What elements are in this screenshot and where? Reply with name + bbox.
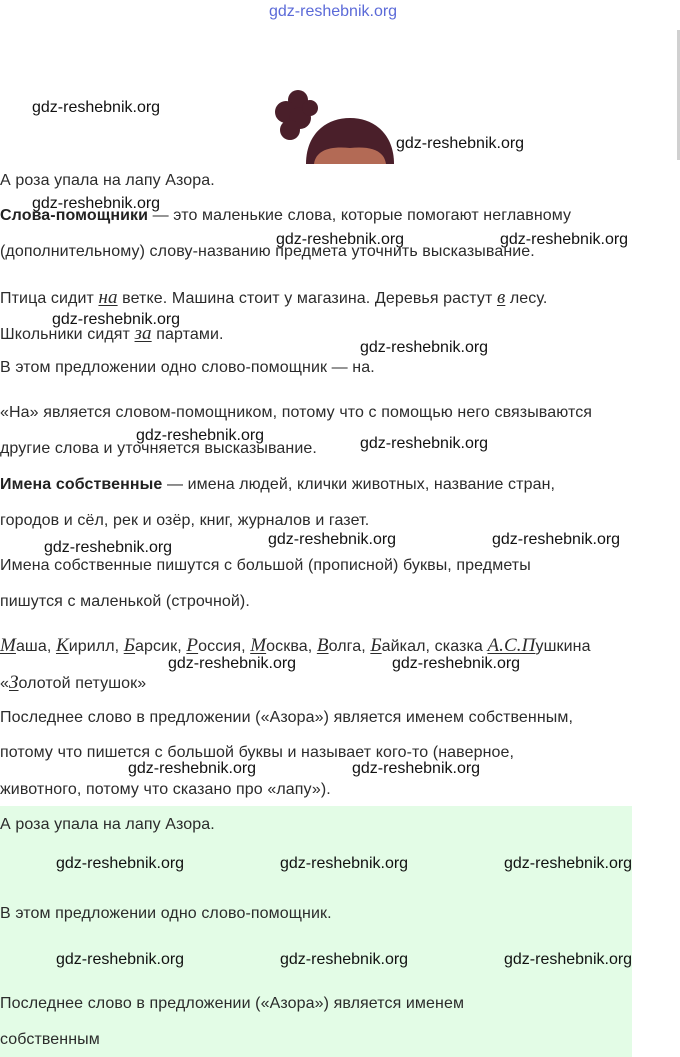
text-line-12: пишутся с маленькой (строчной). xyxy=(0,593,250,610)
watermark: gdz-reshebnik.org xyxy=(360,339,489,356)
watermark: gdz-reshebnik.org xyxy=(276,231,405,248)
watermark: gdz-reshebnik.org xyxy=(500,231,629,248)
capital-letter: А.С.П xyxy=(487,635,536,656)
text-line-6: В этом предложении одно слово-помощник — на. xyxy=(0,359,375,376)
text-line-7: «На» является словом-помощником, потому что с помощью него связываются xyxy=(0,404,593,421)
capital-letter: Б xyxy=(370,635,382,656)
text-part: олотой петушок» xyxy=(18,675,147,692)
text-line-14 xyxy=(0,672,146,694)
hair-bun-side xyxy=(302,100,318,116)
text-part: ирилл, xyxy=(68,638,124,655)
text-line-8: другие слова и уточняется высказывание. xyxy=(0,440,317,457)
text-part: партами. xyxy=(151,326,224,343)
watermark: gdz-reshebnik.org xyxy=(280,855,409,872)
watermark: gdz-reshebnik.org xyxy=(168,655,297,672)
definition-text: — имена людей, клички животных, название стран, xyxy=(162,476,556,493)
text-line-15: Последнее слово в предложении («Азора») является именем собственным, xyxy=(0,709,574,726)
watermark: gdz-reshebnik.org xyxy=(32,195,161,212)
answer-line-1: А роза упала на лапу Азора. xyxy=(0,816,215,833)
header-watermark: gdz-reshebnik.org xyxy=(269,3,398,20)
text-part: Птица сидит xyxy=(0,290,99,307)
text-line-1: А роза упала на лапу Азора. xyxy=(0,172,215,189)
watermark: gdz-reshebnik.org xyxy=(360,435,489,452)
text-part: олга, xyxy=(328,638,371,655)
term-helper-words: Слова-помощники xyxy=(0,207,149,224)
text-part: аша, xyxy=(15,638,56,655)
watermark: gdz-reshebnik.org xyxy=(268,531,397,548)
text-line-3: (дополнительному) слову-названию предмета уточнить высказывание. xyxy=(0,243,535,260)
capital-letter: З xyxy=(9,672,19,693)
text-line-4 xyxy=(0,287,547,309)
helper-word: на xyxy=(98,287,118,308)
watermark: gdz-reshebnik.org xyxy=(136,427,265,444)
text-part: лесу. xyxy=(505,290,548,307)
hair-bun-low xyxy=(280,120,300,140)
capital-letter: Р xyxy=(186,635,199,656)
text-part: осква, xyxy=(266,638,317,655)
text-line-5 xyxy=(0,323,224,345)
answer-block xyxy=(0,806,632,1057)
watermark: gdz-reshebnik.org xyxy=(396,135,525,152)
capital-letter: Б xyxy=(123,635,136,656)
girl-illustration xyxy=(270,86,410,164)
text-part: ветке. Машина стоит у магазина. Деревья растут xyxy=(117,290,497,307)
text-part: Школьники сидят xyxy=(0,326,135,343)
term-proper-names: Имена собственные xyxy=(0,476,163,493)
text-line-10: городов и сёл, рек и озёр, книг, журналов и газет. xyxy=(0,512,370,529)
text-line-11: Имена собственные пишутся с большой (прописной) буквы, предметы xyxy=(0,557,531,574)
watermark: gdz-reshebnik.org xyxy=(44,539,173,556)
answer-line-4: собственным xyxy=(0,1031,100,1048)
watermark: gdz-reshebnik.org xyxy=(56,951,185,968)
text-line-2 xyxy=(0,207,571,225)
watermark: gdz-reshebnik.org xyxy=(280,951,409,968)
text-part: ушкина xyxy=(535,638,591,655)
text-line-16: потому что пишется с большой буквы и называет кого-то (наверное, xyxy=(0,744,515,761)
answer-line-2: В этом предложении одно слово-помощник. xyxy=(0,905,332,922)
text-line-9 xyxy=(0,476,555,494)
watermark: gdz-reshebnik.org xyxy=(32,99,161,116)
capital-letter: В xyxy=(316,635,329,656)
text-line-13 xyxy=(0,635,591,657)
helper-word: за xyxy=(134,323,152,344)
text-part: айкал, сказка xyxy=(381,638,488,655)
definition-text: — это маленькие слова, которые помогают неглавному xyxy=(148,207,572,224)
watermark: gdz-reshebnik.org xyxy=(392,655,521,672)
text-part: оссия, xyxy=(198,638,251,655)
capital-letter: М xyxy=(250,635,267,656)
text-part: арсик, xyxy=(135,638,187,655)
watermark: gdz-reshebnik.org xyxy=(52,311,181,328)
watermark: gdz-reshebnik.org xyxy=(352,760,481,777)
capital-letter: М xyxy=(0,635,16,656)
watermark: gdz-reshebnik.org xyxy=(128,760,257,777)
capital-letter: К xyxy=(55,635,69,656)
watermark: gdz-reshebnik.org xyxy=(504,855,633,872)
watermark: gdz-reshebnik.org xyxy=(492,531,621,548)
answer-line-3: Последнее слово в предложении («Азора») является именем xyxy=(0,995,465,1012)
helper-word: в xyxy=(496,287,506,308)
text-line-17: животного, потому что сказано про «лапу»). xyxy=(0,781,331,798)
text-part: « xyxy=(0,675,9,692)
watermark: gdz-reshebnik.org xyxy=(504,951,633,968)
watermark: gdz-reshebnik.org xyxy=(56,855,185,872)
